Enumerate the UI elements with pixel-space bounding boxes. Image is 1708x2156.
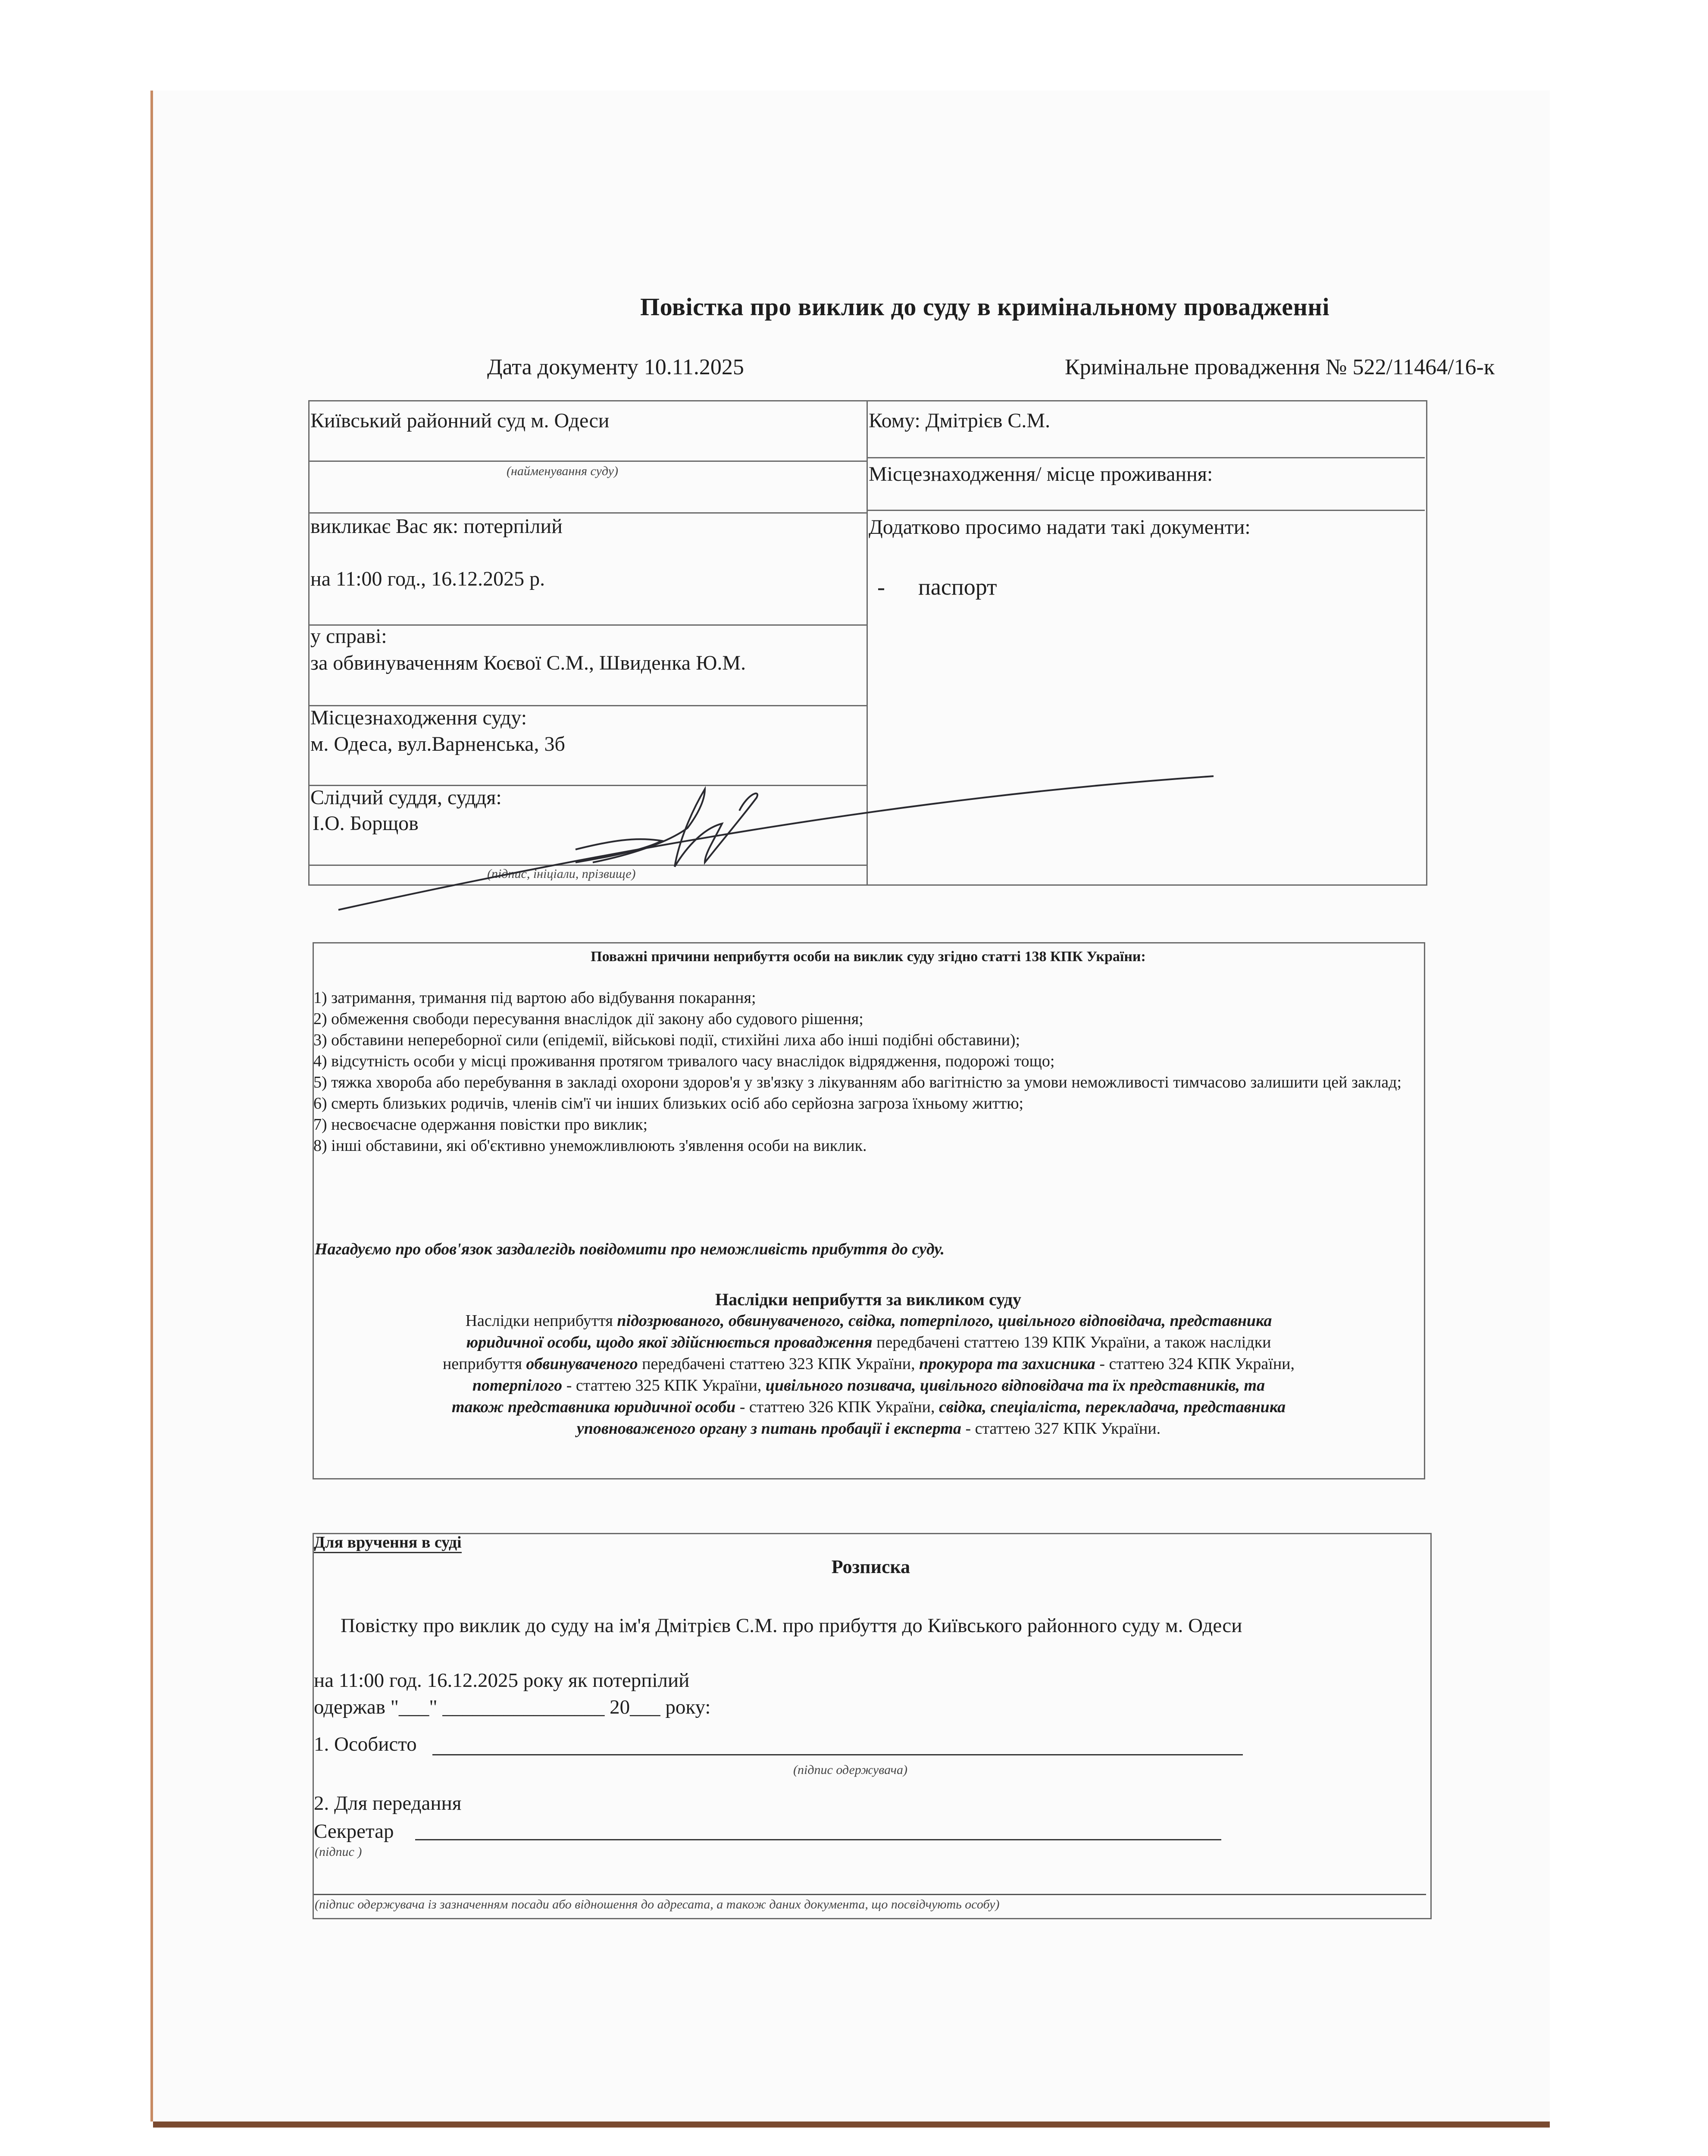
receipt-title: Розписка (831, 1556, 910, 1577)
reason-item: 4) відсутність особи у місці проживання протягом тривалого часу внаслідок відрядження, подорожі тощо; (313, 1052, 1055, 1070)
document-title: Повістка про виклик до суду в кримінальному провадженні (640, 293, 1329, 321)
receipt-personally: 1. Особисто (314, 1733, 417, 1755)
summoned-as: викликає Вас як: потерпілий (310, 515, 563, 538)
receipt-for-court: Для вручення в суді (314, 1533, 462, 1553)
court-location: м. Одеса, вул.Варненська, 3б (310, 733, 565, 755)
reason-item: 1) затримання, тримання під вартою або відбування покарання; (313, 989, 756, 1007)
case-number: Кримінальне провадження № 522/11464/16-к (1065, 355, 1495, 379)
judge-name: І.О. Борщов (313, 812, 419, 835)
residence-label: Місцезнаходження/ місце проживання: (869, 463, 1213, 486)
judge-signature (334, 711, 1218, 918)
recipient: Кому: Дмітрієв С.М. (869, 409, 1051, 432)
court-caption: (найменування суду) (507, 464, 618, 478)
reason-item: 2) обмеження свободи пересування внаслідок дії закону або судового рішення; (313, 1010, 863, 1028)
doc-item-passport: паспорт (918, 574, 997, 600)
doc-dash: - (877, 574, 885, 600)
reason-item: 5) тяжка хвороба або перебування в закладі охорони здоров'я у зв'язку з лікуванням або вагітністю за умови неможливості тимчасово залишити цей заклад; (313, 1073, 1402, 1091)
consequences-heading: Наслідки неприбуття за викликом суду (715, 1290, 1021, 1309)
court-location-label: Місцезнаходження суду: (310, 706, 527, 729)
receipt-box (313, 1533, 1432, 1919)
secretary-sign-caption: (підпис ) (315, 1845, 362, 1859)
receipt-secretary: Секретар (314, 1820, 394, 1843)
docs-label: Додатково просимо надати такі документи: (869, 516, 1251, 539)
hearing-time: на 11:00 год., 16.12.2025 р. (310, 567, 545, 590)
case-label: у справі: (310, 625, 387, 648)
receipt-time: на 11:00 год. 16.12.2025 року як потерпілий (314, 1669, 690, 1692)
recipient-sign-caption: (підпис одержувача) (793, 1763, 907, 1777)
signature-caption: (підпис, ініціали, прізвище) (487, 867, 636, 881)
reason-item: 8) інші обставини, які об'єктивно унеможливлюють з'явлення особи на виклик. (313, 1137, 867, 1155)
receipt-footer: (підпис одержувача із зазначенням посади або відношення до адресата, а також даних документа, що посвідчують особу) (315, 1897, 1000, 1912)
receipt-text: Повістку про виклик до суду на ім'я Дмітрієв С.М. про прибуття до Київського районного суду м. Одеси (341, 1614, 1242, 1637)
receipt-received: одержав "___" ________________ 20___ року: (314, 1696, 711, 1718)
consequences-text: Наслідки неприбуття підозрюваного, обвинуваченого, свідка, потерпілого, цивільного відповідача, представника юридичної особи, щодо якої здійснюється провадження передбачені статтею 139 КПК України, а також наслідки неприбуття обвинуваченого передбачені статтею 323 КПК України, прокурора та захисника - статтею 324 КПК України, потерпілого - статтею 325 КПК України, цивільного позивача, цивільного відповідача та їх представників, та також представника юридичної особи - статтею 326 КПК України, свідка, спеціаліста, перекладача, представника уповноваженого органу з питань пробації і експерта - статтею 327 КПК України. (442, 1312, 1295, 1438)
reasons-list (313, 987, 1417, 1156)
reason-item: 3) обставини непереборної сили (епідемії, військові події, стихійні лиха або інші подібні обставини); (313, 1031, 1020, 1049)
reasons-heading: Поважні причини неприбуття особи на виклик суду згідно статті 138 КПК України: (591, 949, 1146, 965)
reason-item: 6) смерть близьких родичів, членів сім'ї чи інших близьких осіб або серйозна загроза їхньому життю; (313, 1094, 1024, 1112)
reason-item: 7) несвоєчасне одержання повістки про виклик; (313, 1116, 648, 1134)
court-name: Київський районний суд м. Одеси (310, 409, 610, 432)
case-text: за обвинуваченням Коєвої С.М., Швиденка Ю.М. (310, 652, 746, 674)
document-date: Дата документу 10.11.2025 (487, 355, 744, 379)
receipt-transfer: 2. Для передання (314, 1792, 462, 1814)
document-sheet (153, 91, 1550, 2122)
reminder: Нагадуємо про обов'язок заздалегідь повідомити про неможливість прибуття до суду. (315, 1240, 945, 1258)
judge-label: Слідчий суддя, суддя: (310, 786, 502, 809)
